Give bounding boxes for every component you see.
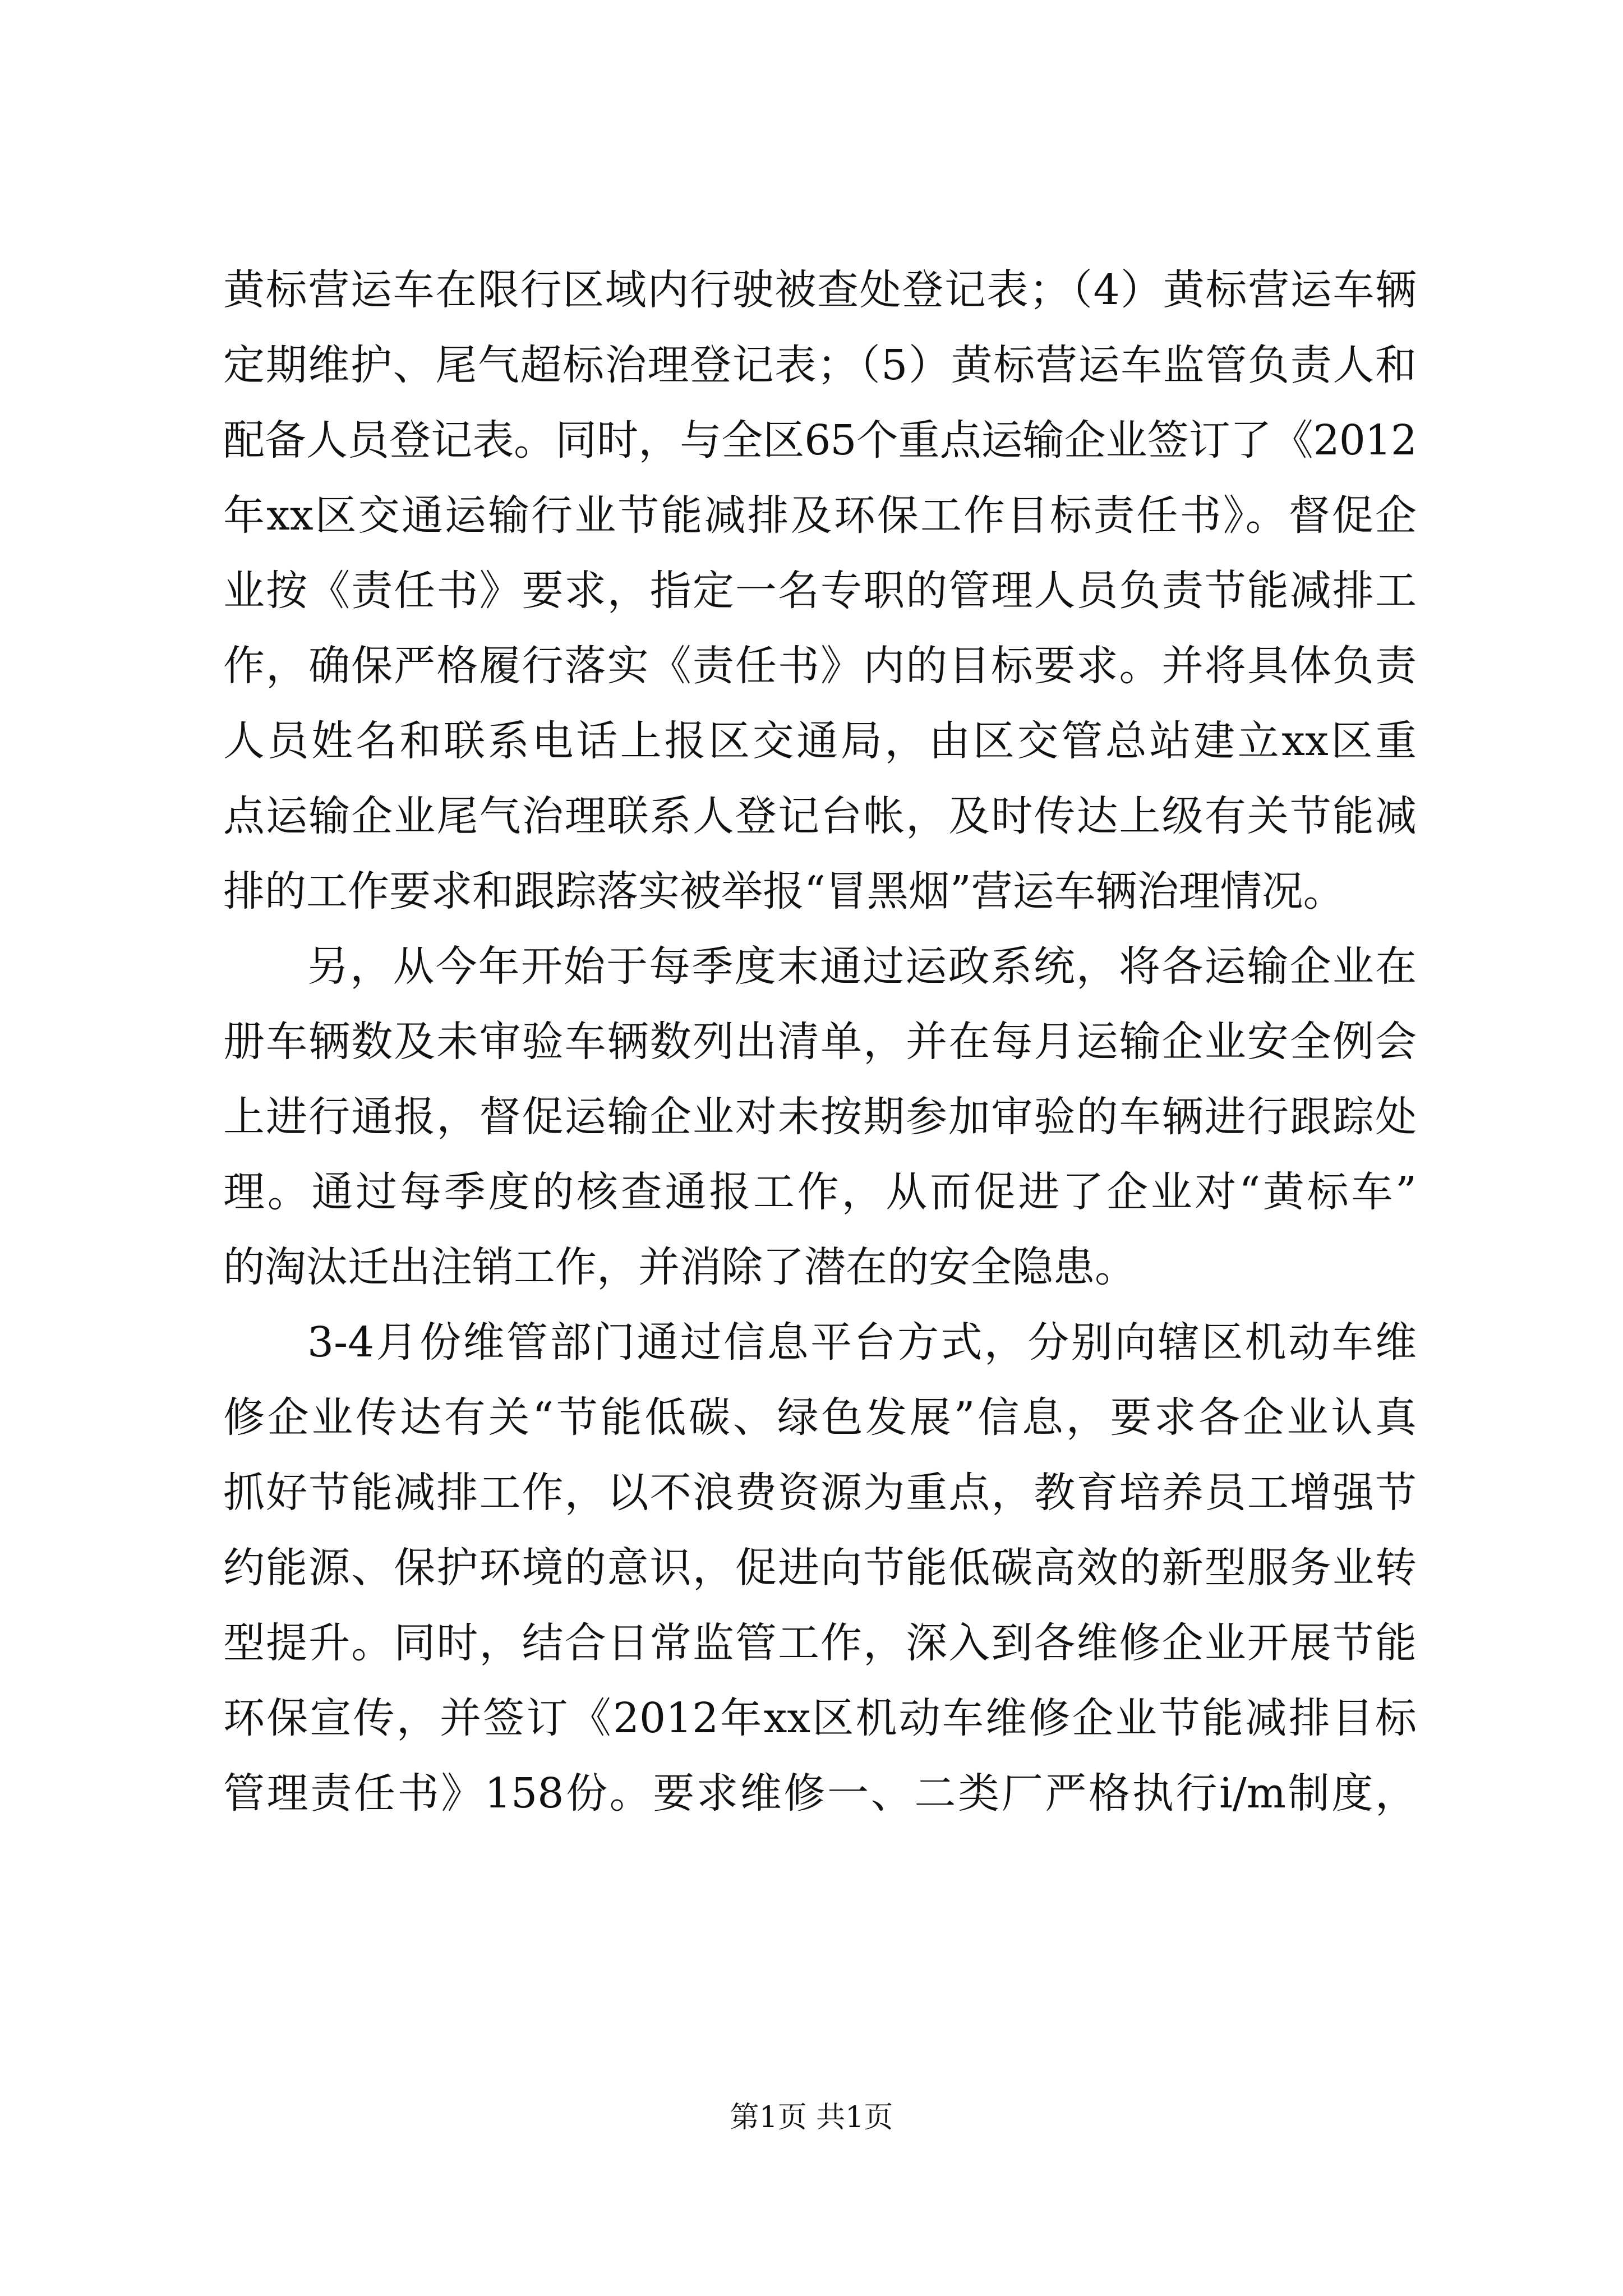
document-body <box>223 252 1417 1831</box>
text-line: 业按《责任书》要求，指定一名专职的管理人员负责节能减排工 <box>223 567 1417 615</box>
text-line: 配备人员登记表。同时，与全区65个重点运输企业签订了《2012 <box>223 416 1417 464</box>
text-line: 年xx区交通运输行业节能减排及环保工作目标责任书》。督促企 <box>223 491 1417 540</box>
page-number-label: 第1页 共1页 <box>730 2101 893 2134</box>
text-line: 点运输企业尾气治理联系人登记台帐，及时传达上级有关节能减 <box>223 792 1417 840</box>
page-footer <box>0 2098 1623 2137</box>
text-line: 型提升。同时，结合日常监管工作，深入到各维修企业开展节能 <box>223 1619 1417 1667</box>
text-line: 管理责任书》158份。要求维修一、二类厂严格执行i/m制度， <box>223 1769 1417 1818</box>
text-line: 3-4月份维管部门通过信息平台方式，分别向辖区机动车维 <box>307 1318 1417 1366</box>
text-line: 修企业传达有关“节能低碳、绿色发展”信息，要求各企业认真 <box>223 1393 1417 1442</box>
text-line: 排的工作要求和跟踪落实被举报“冒黑烟”营运车辆治理情况。 <box>223 867 1345 915</box>
text-line: 另，从今年开始于每季度末通过运政系统，将各运输企业在 <box>307 942 1417 991</box>
text-line: 理。通过每季度的核查通报工作，从而促进了企业对“黄标车” <box>223 1168 1417 1216</box>
text-line: 的淘汰迁出注销工作，并消除了潜在的安全隐患。 <box>223 1243 1136 1291</box>
text-line: 人员姓名和联系电话上报区交通局，由区交管总站建立xx区重 <box>223 717 1417 765</box>
text-line: 作，确保严格履行落实《责任书》内的目标要求。并将具体负责 <box>223 642 1417 690</box>
text-line: 册车辆数及未审验车辆数列出清单，并在每月运输企业安全例会 <box>223 1018 1417 1066</box>
text-line: 抓好节能减排工作，以不浪费资源为重点，教育培养员工增强节 <box>223 1469 1417 1517</box>
paragraph-2 <box>223 929 1417 1305</box>
text-line: 环保宣传，并签订《2012年xx区机动车维修企业节能减排目标 <box>223 1694 1417 1742</box>
text-line: 定期维护、尾气超标治理登记表；（5）黄标营运车监管负责人和 <box>223 341 1417 389</box>
text-line: 上进行通报，督促运输企业对未按期参加审验的车辆进行跟踪处 <box>223 1093 1417 1141</box>
paragraph-3 <box>223 1305 1417 1831</box>
text-line: 约能源、保护环境的意识，促进向节能低碳高效的新型服务业转 <box>223 1544 1417 1592</box>
paragraph-1 <box>223 252 1417 929</box>
text-line: 黄标营运车在限行区域内行驶被查处登记表；（4）黄标营运车辆 <box>223 266 1417 314</box>
